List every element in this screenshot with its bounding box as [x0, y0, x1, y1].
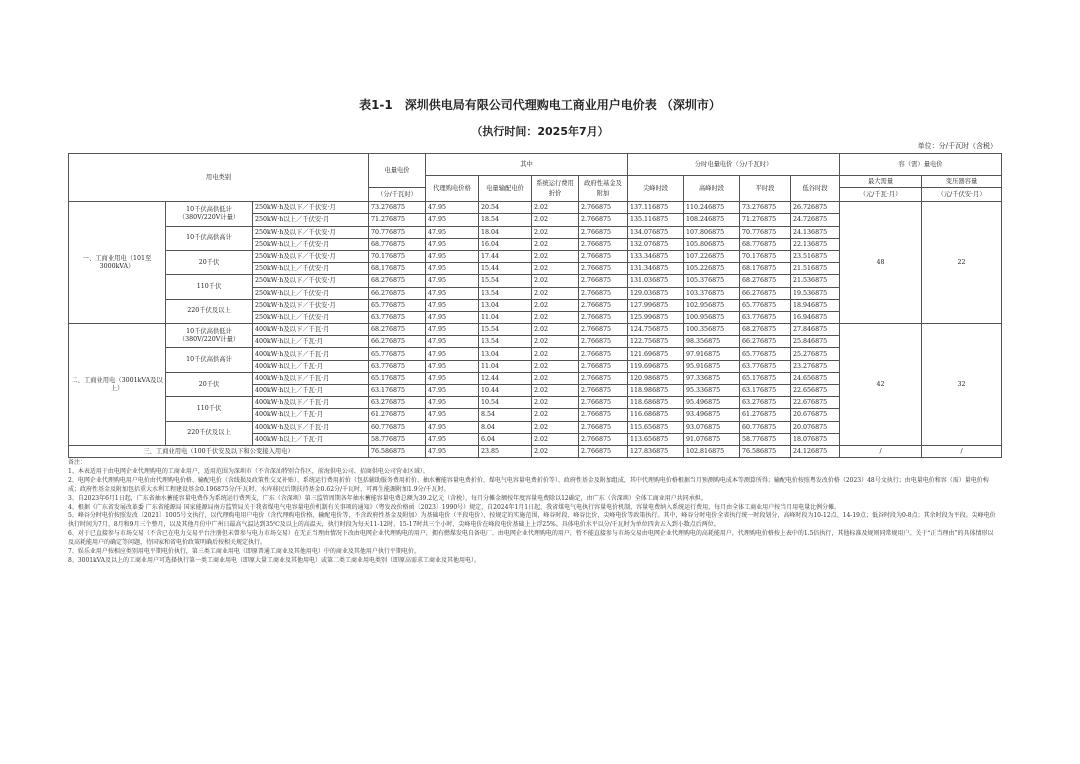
cell-pt: 121.696875 — [628, 348, 684, 360]
table-body — [69, 202, 1002, 458]
cell-pt: 124.756875 — [628, 324, 684, 336]
cell-fl: 68.776875 — [740, 238, 791, 250]
cell-f: 2.766875 — [579, 250, 628, 262]
cell-t: 13.54 — [479, 336, 532, 348]
cell-p: 47.95 — [426, 385, 479, 397]
cell-p: 47.95 — [426, 214, 479, 226]
cell-t: 8.04 — [479, 421, 532, 433]
cell-p: 47.95 — [426, 287, 479, 299]
cell-fl: 68.176875 — [740, 263, 791, 275]
header-valley: 低谷时段 — [791, 176, 840, 202]
cell-pt: 131.346875 — [628, 263, 684, 275]
tier-label: 250kW·h以上／千伏安·月 — [253, 287, 369, 299]
cell-e: 65.776875 — [369, 299, 426, 311]
header-energy-price: 电量电价 — [369, 154, 426, 188]
cell-t: 10.54 — [479, 397, 532, 409]
tier-label: 400kW·h以上／千瓦·月 — [253, 433, 369, 445]
header-of-which: 其中 — [426, 154, 628, 176]
header-max-demand-unit: （元/千瓦·月） — [840, 188, 922, 202]
transformer-value: 32 — [922, 324, 1002, 446]
tier-label: 250kW·h及以下／千伏安·月 — [253, 250, 369, 262]
cell-f: 2.766875 — [579, 372, 628, 384]
cell-e: 71.276875 — [369, 214, 426, 226]
cell-f: 2.766875 — [579, 202, 628, 214]
cell-vl: 26.726875 — [791, 202, 840, 214]
cell-fl: 68.276875 — [740, 275, 791, 287]
cell-fl: 63.776875 — [740, 311, 791, 323]
cell-t: 20.54 — [479, 202, 532, 214]
notes — [68, 459, 998, 566]
cell-t: 13.04 — [479, 299, 532, 311]
cell-fl: 65.776875 — [740, 348, 791, 360]
tier-label: 250kW·h以上／千伏安·月 — [253, 214, 369, 226]
tier-label: 400kW·h以上／千瓦·月 — [253, 360, 369, 372]
cell-s: 2.02 — [532, 336, 579, 348]
note-item: 1、本表适用于由电网企业代理购电的工商业用户，适用范围为深圳市（不含深汕特别合作区，前海供电公司、招商供电公司营业区域）。 — [68, 467, 429, 475]
cell-fl: 70.176875 — [740, 250, 791, 262]
cell-e: 76.586875 — [369, 445, 426, 457]
cell-f: 2.766875 — [579, 311, 628, 323]
tier-label: 250kW·h以上／千伏安·月 — [253, 311, 369, 323]
cell-pt: 135.116875 — [628, 214, 684, 226]
cell-p: 47.95 — [426, 336, 479, 348]
header-peak-top: 尖峰时段 — [628, 176, 684, 202]
cell-vl: 24.126875 — [791, 445, 840, 457]
transformer-value: 22 — [922, 202, 1002, 324]
cell-pk: 102.816875 — [684, 445, 740, 457]
note-item: 3、自2023年6月1日起，广东省抽水蓄能容量电费作为系统运行费列支，广东（含深圳）第三监管周期各年抽水蓄能容量电费总额为39.2亿元（含税），每月分摊金额按年度容量电费除以12确定，由广东（含深圳）全体工商业用户共同承担。 — [68, 494, 707, 502]
tier-label: 400kW·h及以下／千瓦·月 — [253, 372, 369, 384]
cell-vl: 21.536875 — [791, 275, 840, 287]
cell-vl: 23.276875 — [791, 360, 840, 372]
cell-fl: 65.776875 — [740, 299, 791, 311]
cell-vl: 22.136875 — [791, 238, 840, 250]
cell-s: 2.02 — [532, 372, 579, 384]
tier-label: 400kW·h及以下／千瓦·月 — [253, 397, 369, 409]
cell-s: 2.02 — [532, 397, 579, 409]
unit-label: 单位：分/千瓦时（含税） — [917, 142, 997, 150]
header-max-demand: 最大需量 — [840, 176, 922, 188]
header-peak: 高峰时段 — [684, 176, 740, 202]
voltage-label: 10千伏高供低计（380V/220V计量） — [166, 324, 253, 348]
cell-fl: 68.276875 — [740, 324, 791, 336]
cell-vl: 25.276875 — [791, 348, 840, 360]
cell-t: 16.04 — [479, 238, 532, 250]
cell-f: 2.766875 — [579, 360, 628, 372]
cell-e: 61.276875 — [369, 409, 426, 421]
voltage-label: 220千伏及以上 — [166, 299, 253, 323]
cell-vl: 21.516875 — [791, 263, 840, 275]
voltage-label: 20千伏 — [166, 372, 253, 396]
cell-s: 2.02 — [532, 226, 579, 238]
cell-t: 17.44 — [479, 250, 532, 262]
cell-e: 70.776875 — [369, 226, 426, 238]
cell-pk: 100.956875 — [684, 311, 740, 323]
cell-pt: 118.986875 — [628, 385, 684, 397]
cell-f: 2.766875 — [579, 299, 628, 311]
tier-label: 400kW·h及以下／千瓦·月 — [253, 324, 369, 336]
cell-e: 68.176875 — [369, 263, 426, 275]
voltage-label: 10千伏高供低计（380V/220V计量） — [166, 202, 253, 226]
cell-pk: 107.806875 — [684, 226, 740, 238]
cell-s: 2.02 — [532, 421, 579, 433]
cell-f: 2.766875 — [579, 287, 628, 299]
cell-fl: 71.276875 — [740, 214, 791, 226]
cell-pk: 93.496875 — [684, 409, 740, 421]
cell-vl: 18.946875 — [791, 299, 840, 311]
cell-e: 68.276875 — [369, 324, 426, 336]
page-title: 表1-1 深圳供电局有限公司代理购电工商业用户电价表 （深圳市） — [359, 98, 721, 112]
cell-t: 10.44 — [479, 385, 532, 397]
cell-e: 66.276875 — [369, 336, 426, 348]
cell-p: 47.95 — [426, 409, 479, 421]
cell-vl: 25.846875 — [791, 336, 840, 348]
tier-label: 400kW·h以上／千瓦·月 — [253, 409, 369, 421]
cell-t: 15.44 — [479, 263, 532, 275]
cell-pk: 95.336875 — [684, 385, 740, 397]
cell-p: 47.95 — [426, 275, 479, 287]
cell-p: 47.95 — [426, 397, 479, 409]
cell-t: 6.04 — [479, 433, 532, 445]
max-demand-value: 42 — [840, 324, 922, 446]
cell-e: 63.776875 — [369, 311, 426, 323]
header-tou: 分时电量电价（分/千瓦时） — [628, 154, 840, 176]
cell-e: 65.776875 — [369, 348, 426, 360]
cell-pt: 122.756875 — [628, 336, 684, 348]
tier-label: 250kW·h及以下／千伏安·月 — [253, 226, 369, 238]
tier-label: 250kW·h及以下／千伏安·月 — [253, 202, 369, 214]
header-flat: 平时段 — [740, 176, 791, 202]
cell-p: 47.95 — [426, 238, 479, 250]
cell-s: 2.02 — [532, 263, 579, 275]
note-item: 8、3001kVA及以上的工商业用户可选择执行第一类工商业用电（即原大量工商业及其他用电）或第二类工商业用电类别（即原高需求工商业及其他用电）。 — [68, 556, 480, 564]
cell-f: 2.766875 — [579, 397, 628, 409]
cell-pt: 137.116875 — [628, 202, 684, 214]
header-transformer-unit: （元/千伏安·月） — [922, 188, 1002, 202]
cell-p: 47.95 — [426, 299, 479, 311]
tier-label: 250kW·h以上／千伏安·月 — [253, 263, 369, 275]
cell-p: 47.95 — [426, 311, 479, 323]
cell-vl: 24.136875 — [791, 226, 840, 238]
voltage-label: 10千伏高供高计 — [166, 348, 253, 372]
cell-vl: 23.516875 — [791, 250, 840, 262]
cell-f: 2.766875 — [579, 275, 628, 287]
tariff-table — [68, 153, 1002, 458]
table-row — [69, 202, 1002, 214]
cell-f: 2.766875 — [579, 226, 628, 238]
tier-label: 250kW·h及以下／千伏安·月 — [253, 275, 369, 287]
cell-f: 2.766875 — [579, 445, 628, 457]
voltage-label: 20千伏 — [166, 250, 253, 274]
cell-e: 73.276875 — [369, 202, 426, 214]
cell-t: 15.54 — [479, 324, 532, 336]
cell-p: 47.95 — [426, 263, 479, 275]
cell-p: 47.95 — [426, 445, 479, 457]
group-label: 一、工商业用电（101至3000kVA） — [69, 202, 166, 324]
tier-label: 400kW·h以上／千瓦·月 — [253, 336, 369, 348]
cell-p: 47.95 — [426, 372, 479, 384]
cell-f: 2.766875 — [579, 421, 628, 433]
cell-t: 11.04 — [479, 360, 532, 372]
cell-f: 2.766875 — [579, 263, 628, 275]
cell-s: 2.02 — [532, 445, 579, 457]
cell-pt: 115.656875 — [628, 421, 684, 433]
voltage-label: 220千伏及以上 — [166, 421, 253, 445]
cell-pk: 102.956875 — [684, 299, 740, 311]
cell-e: 63.776875 — [369, 360, 426, 372]
cell-s: 2.02 — [532, 324, 579, 336]
cell-pk: 95.916875 — [684, 360, 740, 372]
voltage-label: 110千伏 — [166, 397, 253, 421]
table-row — [69, 324, 1002, 336]
cell-fl: 60.776875 — [740, 421, 791, 433]
cell-pk: 93.076875 — [684, 421, 740, 433]
cell-t: 18.04 — [479, 226, 532, 238]
tier-label: 400kW·h及以下／千瓦·月 — [253, 348, 369, 360]
cell-pt: 127.836875 — [628, 445, 684, 457]
cell-t: 15.54 — [479, 275, 532, 287]
cell-vl: 24.726875 — [791, 214, 840, 226]
header-category: 用电类别 — [69, 154, 369, 202]
cell-fl: 61.276875 — [740, 409, 791, 421]
cell-pk: 103.376875 — [684, 287, 740, 299]
cell-fl: 63.176875 — [740, 385, 791, 397]
cell-s: 2.02 — [532, 275, 579, 287]
header-purchase: 代理购电价格 — [426, 176, 479, 202]
cell-s: 2.02 — [532, 299, 579, 311]
cell-pk: 97.336875 — [684, 372, 740, 384]
cell-p: 47.95 — [426, 250, 479, 262]
cell-t: 13.54 — [479, 287, 532, 299]
cell-pk: 95.496875 — [684, 397, 740, 409]
cell-fl: 66.276875 — [740, 336, 791, 348]
cell-vl: 16.946875 — [791, 311, 840, 323]
note-item: 2、电网企业代理购电用户电价由代理购电价格、输配电价（含线损及政策性交叉补贴）、系统运行费用折价（包括辅助服务费用折价、抽水蓄能容量电费折价、煤电气电容量电费折价等）、政府性基金及附加组成，其中代理购电价格根据当月预测购电成本等测算所得；输配电价按照粤发改价格（2023）48号文执行；由电量电价和容（需）量电价构成；政府性基金及附加包括重大水利工程建设基金0.196875分/千瓦时、水库移民后期扶持基金0.62分/千瓦时、可再生能源附加1.9分/千瓦时。 — [68, 476, 989, 493]
tier-label: 250kW·h以上／千伏安·月 — [253, 238, 369, 250]
cell-p: 47.95 — [426, 202, 479, 214]
cell-f: 2.766875 — [579, 385, 628, 397]
cell-s: 2.02 — [532, 360, 579, 372]
cell-f: 2.766875 — [579, 348, 628, 360]
cell-e: 58.776875 — [369, 433, 426, 445]
cell-fl: 66.276875 — [740, 287, 791, 299]
cell-fl: 65.176875 — [740, 372, 791, 384]
cell-s: 2.02 — [532, 202, 579, 214]
cell-pt: 132.076875 — [628, 238, 684, 250]
cell-f: 2.766875 — [579, 324, 628, 336]
cell-p: 47.95 — [426, 226, 479, 238]
cell-s: 2.02 — [532, 238, 579, 250]
cell-fl: 76.586875 — [740, 445, 791, 457]
cell-pt: 133.346875 — [628, 250, 684, 262]
table-header — [69, 154, 1002, 202]
table-row — [69, 445, 1002, 457]
cell-t: 12.44 — [479, 372, 532, 384]
cell-e: 66.276875 — [369, 287, 426, 299]
cell-pk: 100.356875 — [684, 324, 740, 336]
cell-s: 2.02 — [532, 348, 579, 360]
cell-s: 2.02 — [532, 214, 579, 226]
cell-pt: 113.656875 — [628, 433, 684, 445]
max-demand-value: / — [840, 445, 922, 457]
cell-e: 63.276875 — [369, 397, 426, 409]
cell-pk: 98.356875 — [684, 336, 740, 348]
note-item: 6、对于已直接参与市场交易（不含已在电力交易平台注册但未曾参与电力市场交易）在无正当理由情况下改由电网企业代理购电的用户，拥有燃煤发电自备电厂、由电网企业代理购电的用户，暂不能直接参与市场交易由电网企业代理购电的高耗能用户，代理购电价格按上表中的1.5倍执行，其他标准及规则同常规用户。关于“正当理由”的具体情形以及高耗能用户的确定等问题，待国家和省电价政策明确后按相关规定执行。 — [68, 530, 994, 547]
cell-pk: 108.246875 — [684, 214, 740, 226]
page-subtitle: （执行时间：2025年7月） — [471, 125, 609, 138]
cell-s: 2.02 — [532, 311, 579, 323]
header-transmission: 电量输配电价 — [479, 176, 532, 202]
cell-fl: 63.776875 — [740, 360, 791, 372]
cell-f: 2.766875 — [579, 336, 628, 348]
header-transformer: 变压器容量 — [922, 176, 1002, 188]
cell-s: 2.02 — [532, 385, 579, 397]
cell-vl: 20.676875 — [791, 409, 840, 421]
note-item: 备注： — [68, 459, 87, 466]
cell-e: 68.276875 — [369, 275, 426, 287]
cell-vl: 19.536875 — [791, 287, 840, 299]
cell-pt: 116.686875 — [628, 409, 684, 421]
cell-pk: 91.076875 — [684, 433, 740, 445]
group-label: 三、工商业用电（100千伏安及以下和公变接入用电） — [69, 445, 369, 457]
cell-pk: 97.916875 — [684, 348, 740, 360]
cell-f: 2.766875 — [579, 214, 628, 226]
cell-t: 11.04 — [479, 311, 532, 323]
note-item: 5、峰谷分时电价按照发改〔2021〕1005号文执行，以代理购电用户电价（含代理购电价格、输配电价等，不含政府性基金及附加）为基础电价（平段电价），按规定的实施范围，峰谷时段、峰谷比价、尖峰电价等政策执行。其中，峰谷分时电价全省执行统一时段划分，高峰时段为10-12点、14-19点；低谷时段为0-8点；其余时段为平段。尖峰电价执行时间为7月、8月和9月三个整月，以及其他月份中广州日最高气温达到35℃及以上的高温天，执行时段为每天11-12时、15-17时共三个小时，尖峰电价在峰段电价基础上上浮25%。具体电价水平以分/千瓦时为单位四舍五入到小数点后两位。 — [68, 512, 996, 529]
cell-s: 2.02 — [532, 287, 579, 299]
cell-s: 2.02 — [532, 250, 579, 262]
cell-fl: 63.276875 — [740, 397, 791, 409]
cell-fl: 73.276875 — [740, 202, 791, 214]
cell-s: 2.02 — [532, 409, 579, 421]
tier-label: 400kW·h以上／千瓦·月 — [253, 385, 369, 397]
cell-vl: 22.656875 — [791, 385, 840, 397]
group-label: 二、工商业用电（3001kVA及以上） — [69, 324, 166, 446]
header-capacity: 容（需）量电价 — [840, 154, 1002, 176]
cell-t: 18.54 — [479, 214, 532, 226]
cell-t: 8.54 — [479, 409, 532, 421]
cell-pk: 105.226875 — [684, 263, 740, 275]
header-system: 系统运行费用折价 — [532, 176, 579, 202]
cell-pk: 105.376875 — [684, 275, 740, 287]
cell-p: 47.95 — [426, 348, 479, 360]
cell-f: 2.766875 — [579, 409, 628, 421]
cell-pt: 119.696875 — [628, 360, 684, 372]
cell-t: 13.04 — [479, 348, 532, 360]
max-demand-value: 48 — [840, 202, 922, 324]
voltage-label: 110千伏 — [166, 275, 253, 299]
cell-pt: 120.986875 — [628, 372, 684, 384]
cell-vl: 24.656875 — [791, 372, 840, 384]
cell-vl: 18.076875 — [791, 433, 840, 445]
transformer-value: / — [922, 445, 1002, 457]
tier-label: 400kW·h及以下／千瓦·月 — [253, 421, 369, 433]
note-item: 7、娱乐业用户按相应类别用电平期电价执行，第三类工商业用电（即原普通工商业及其他用电）中的商业及其他用户执行平期电价。 — [68, 548, 420, 556]
cell-s: 2.02 — [532, 433, 579, 445]
cell-e: 60.776875 — [369, 421, 426, 433]
voltage-label: 10千伏高供高计 — [166, 226, 253, 250]
cell-f: 2.766875 — [579, 433, 628, 445]
cell-pt: 134.076875 — [628, 226, 684, 238]
cell-pt: 131.036875 — [628, 275, 684, 287]
cell-e: 68.776875 — [369, 238, 426, 250]
cell-pk: 107.226875 — [684, 250, 740, 262]
cell-p: 47.95 — [426, 433, 479, 445]
cell-p: 47.95 — [426, 324, 479, 336]
cell-pk: 110.246875 — [684, 202, 740, 214]
cell-f: 2.766875 — [579, 238, 628, 250]
note-item: 4、根据《广东省发展改革委 广东省能源局 国家能源局南方监管局关于我省煤电气电容量电价机制有关事项的通知》（粤发改价格函〔2023〕1990号）规定，自2024年1月1日起，我省煤电气电执行容量电价机制，容量电费纳入系统运行费用，每月由全体工商业用户按当月用电量比例分摊。 — [68, 503, 841, 511]
cell-e: 70.176875 — [369, 250, 426, 262]
cell-p: 47.95 — [426, 421, 479, 433]
cell-vl: 22.676875 — [791, 397, 840, 409]
cell-e: 63.176875 — [369, 385, 426, 397]
cell-fl: 70.776875 — [740, 226, 791, 238]
cell-pt: 127.996875 — [628, 299, 684, 311]
header-energy-price-unit: （分/千瓦时） — [369, 188, 426, 202]
cell-pt: 125.996875 — [628, 311, 684, 323]
cell-vl: 27.846875 — [791, 324, 840, 336]
cell-pt: 118.686875 — [628, 397, 684, 409]
cell-fl: 58.776875 — [740, 433, 791, 445]
cell-pt: 129.036875 — [628, 287, 684, 299]
tier-label: 250kW·h及以下／千伏安·月 — [253, 299, 369, 311]
header-fund: 政府性基金及附加 — [579, 176, 628, 202]
cell-p: 47.95 — [426, 360, 479, 372]
cell-e: 65.176875 — [369, 372, 426, 384]
cell-t: 23.85 — [479, 445, 532, 457]
cell-vl: 20.076875 — [791, 421, 840, 433]
cell-pk: 105.806875 — [684, 238, 740, 250]
